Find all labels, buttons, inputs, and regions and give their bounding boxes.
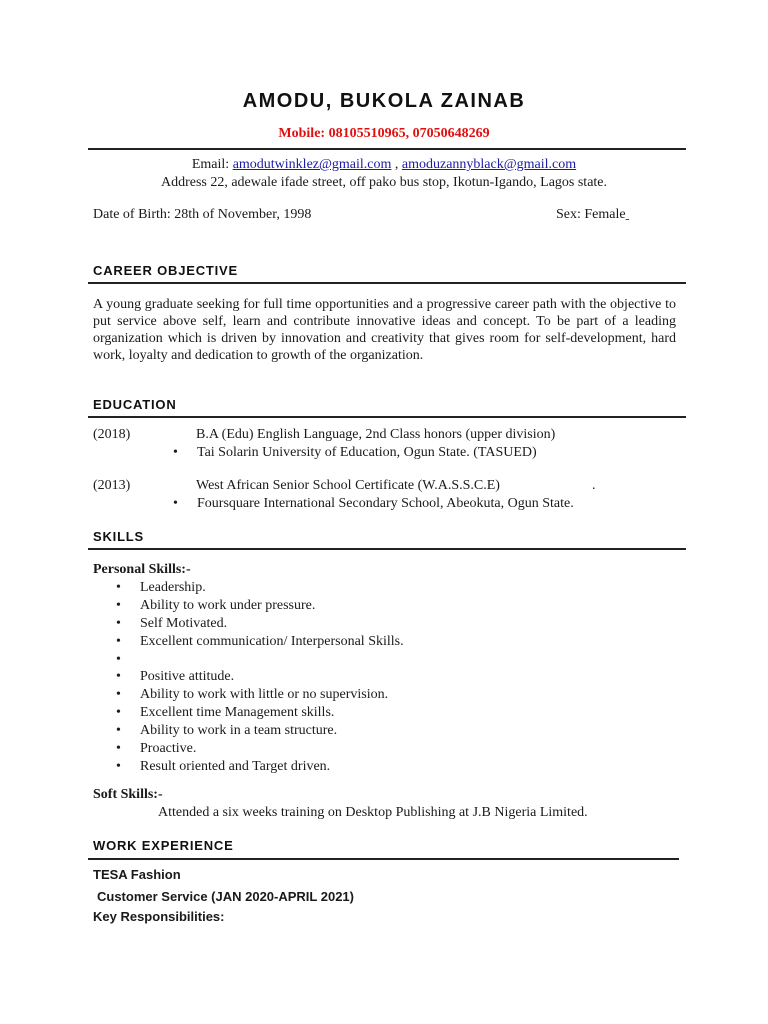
email-label: Email: (191, 157, 230, 172)
skill-item: • Proactive. (140, 741, 196, 757)
skill-item: • Self Motivated. (140, 616, 227, 632)
skill-item: • Ability to work under pressure. (140, 598, 315, 614)
skill-item: • Leadership. (140, 580, 206, 596)
work-company: TESA Fashion (93, 867, 181, 882)
email-separator: , (394, 157, 399, 172)
career-objective-text: A young graduate seeking for full time opportunities and a progressive career path with the objective to put service above self, learn and contribute innovative ideas and concept. To be part of a leading organization which is driven by innovation and creativity that gives room for self-development, hard work, loyalty and dedication to growth of the organization. (93, 297, 676, 363)
email-link-1[interactable]: amodutwinklez@gmail.com (232, 157, 392, 172)
mobile-numbers: Mobile: 08105510965, 07050648269 (278, 126, 490, 141)
education-year-1: (2018) (93, 427, 131, 442)
personal-skills-label: Personal Skills:- (93, 562, 191, 577)
address: Address 22, adewale ifade street, off pako bus stop, Ikotun-Igando, Lagos state. (160, 175, 608, 190)
header-divider (88, 148, 686, 150)
career-objective-heading: CAREER OBJECTIVE (93, 263, 238, 278)
work-role: Customer Service (JAN 2020-APRIL 2021) (97, 889, 354, 904)
education-year-2: (2013) (93, 478, 131, 493)
skill-item: • Ability to work in a team structure. (140, 723, 337, 739)
sex-underline-mark (626, 207, 630, 222)
education-qualification-1: B.A (Edu) English Language, 2nd Class honors (upper division) (196, 427, 556, 442)
work-experience-heading: WORK EXPERIENCE (93, 838, 234, 853)
sex-value: Sex: Female (556, 207, 626, 222)
career-divider (88, 282, 686, 284)
email-link-2[interactable]: amoduzannyblack@gmail.com (401, 157, 577, 172)
work-divider (88, 858, 679, 860)
skill-item: • Ability to work with little or no supervision. (140, 687, 388, 703)
skill-item: • Result oriented and Target driven. (140, 759, 330, 775)
sex (556, 207, 629, 223)
skills-divider (88, 548, 686, 550)
skills-heading: SKILLS (93, 529, 145, 544)
date-of-birth: Date of Birth: 28th of November, 1998 (93, 207, 312, 222)
education-institution-2: • Foursquare International Secondary School, Abeokuta, Ogun State. (197, 496, 574, 512)
soft-skills-text: Attended a six weeks training on Desktop Publishing at J.B Nigeria Limited. (158, 805, 588, 820)
education-trailing-period: . (592, 478, 596, 493)
education-institution-1: • Tai Solarin University of Education, Ogun State. (TASUED) (197, 445, 537, 461)
skill-item: • Positive attitude. (140, 669, 234, 685)
key-responsibilities-label: Key Responsibilities: (93, 909, 225, 924)
education-qualification-2: West African Senior School Certificate (W.A.S.S.C.E) (196, 478, 500, 493)
skill-item: • Excellent communication/ Interpersonal Skills. (140, 634, 404, 650)
education-divider (88, 416, 686, 418)
candidate-name: AMODU, BUKOLA ZAINAB (242, 90, 526, 112)
education-heading: EDUCATION (93, 397, 177, 412)
email-line (0, 157, 768, 173)
soft-skills-label: Soft Skills:- (93, 787, 163, 802)
skill-item: • Excellent time Management skills. (140, 705, 334, 721)
